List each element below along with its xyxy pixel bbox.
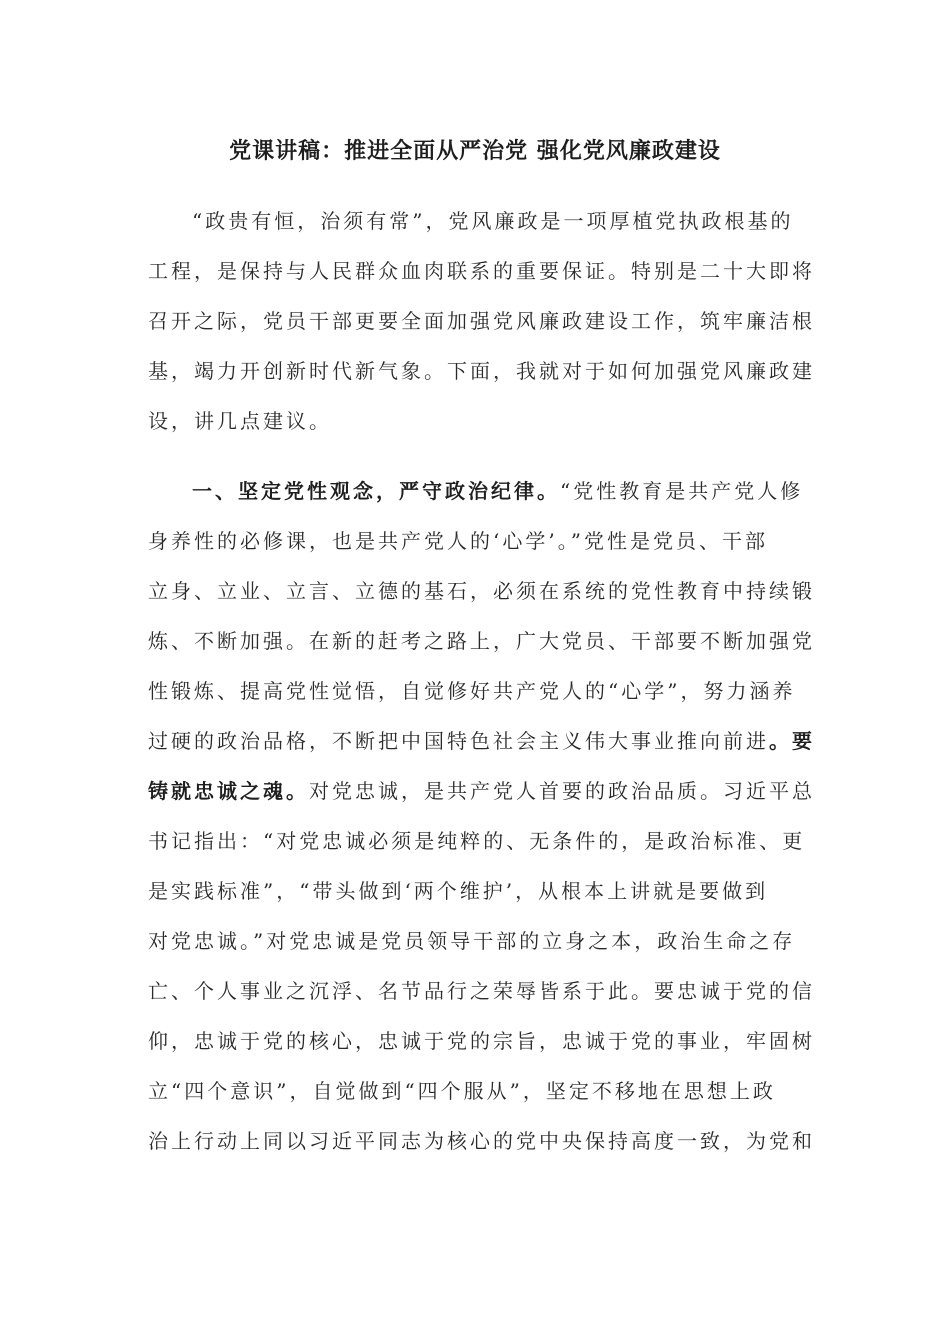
section-1-line: 亡、个人事业之沉浮、名节品行之荣辱皆系于此。要忠诚于党的信 xyxy=(148,979,815,1003)
section-1-line: 对党忠诚。”对党忠诚是党员领导干部的立身之本，政治生命之存 xyxy=(148,929,796,953)
paragraph-gap xyxy=(148,446,808,466)
intro-line: 工程，是保持与人民群众血肉联系的重要保证。特别是二十大即将 xyxy=(148,259,815,283)
section-1-heading: 一、坚定党性观念，严守政治纪律。 xyxy=(192,479,560,503)
subheading-start: 。要 xyxy=(769,729,815,753)
intro-paragraph xyxy=(148,196,815,446)
section-1-line xyxy=(148,716,815,766)
section-1-line xyxy=(148,766,815,816)
section-1-line: 是实践标准”，“带头做到‘两个维护’，从根本上讲就是要做到 xyxy=(148,879,769,903)
section-1-line: 仰，忠诚于党的核心，忠诚于党的宗旨，忠诚于党的事业，牢固树 xyxy=(148,1029,815,1053)
intro-line: 设，讲几点建议。 xyxy=(148,409,332,433)
section-1-line xyxy=(148,466,808,516)
section-1-line: 炼、不断加强。在新的赶考之路上，广大党员、干部要不断加强党 xyxy=(148,629,815,653)
section-1-text: “党性教育是共产党人修 xyxy=(560,479,804,503)
intro-line: 基，竭力开创新时代新气象。下面，我就对于如何加强党风廉政建 xyxy=(148,359,815,383)
section-1-text: 对党忠诚，是共产党人首要的政治品质。习近平总 xyxy=(309,779,815,803)
section-1-line: 立“四个意识”，自觉做到“四个服从”，坚定不移地在思想上政 xyxy=(148,1079,776,1103)
section-1-text: 过硬的政治品格，不断把中国特色社会主义伟大事业推向前进 xyxy=(148,729,769,753)
intro-line: “政贵有恒，治须有常”，党风廉政是一项厚植党执政根基的 xyxy=(192,209,794,233)
section-1-line: 立身、立业、立言、立德的基石，必须在系统的党性教育中持续锻 xyxy=(148,579,815,603)
intro-line: 召开之际，党员干部更要全面加强党风廉政建设工作，筑牢廉洁根 xyxy=(148,309,815,333)
section-1-paragraph xyxy=(148,466,815,1166)
section-1-line: 身养性的必修课，也是共产党人的‘心学’。”党性是党员、干部 xyxy=(148,529,768,553)
subheading-loyalty: 铸就忠诚之魂。 xyxy=(148,779,309,803)
document-body xyxy=(148,196,815,1166)
section-1-line: 书记指出：“对党忠诚必须是纯粹的、无条件的，是政治标准、更 xyxy=(148,829,806,853)
document-title: 党课讲稿：推进全面从严治党 强化党风廉政建设 xyxy=(229,139,721,164)
section-1-line: 治上行动上同以习近平同志为核心的党中央保持高度一致，为党和 xyxy=(148,1129,815,1153)
section-1-line: 性锻炼、提高党性觉悟，自觉修好共产党人的“心学”，努力涵养 xyxy=(148,679,796,703)
